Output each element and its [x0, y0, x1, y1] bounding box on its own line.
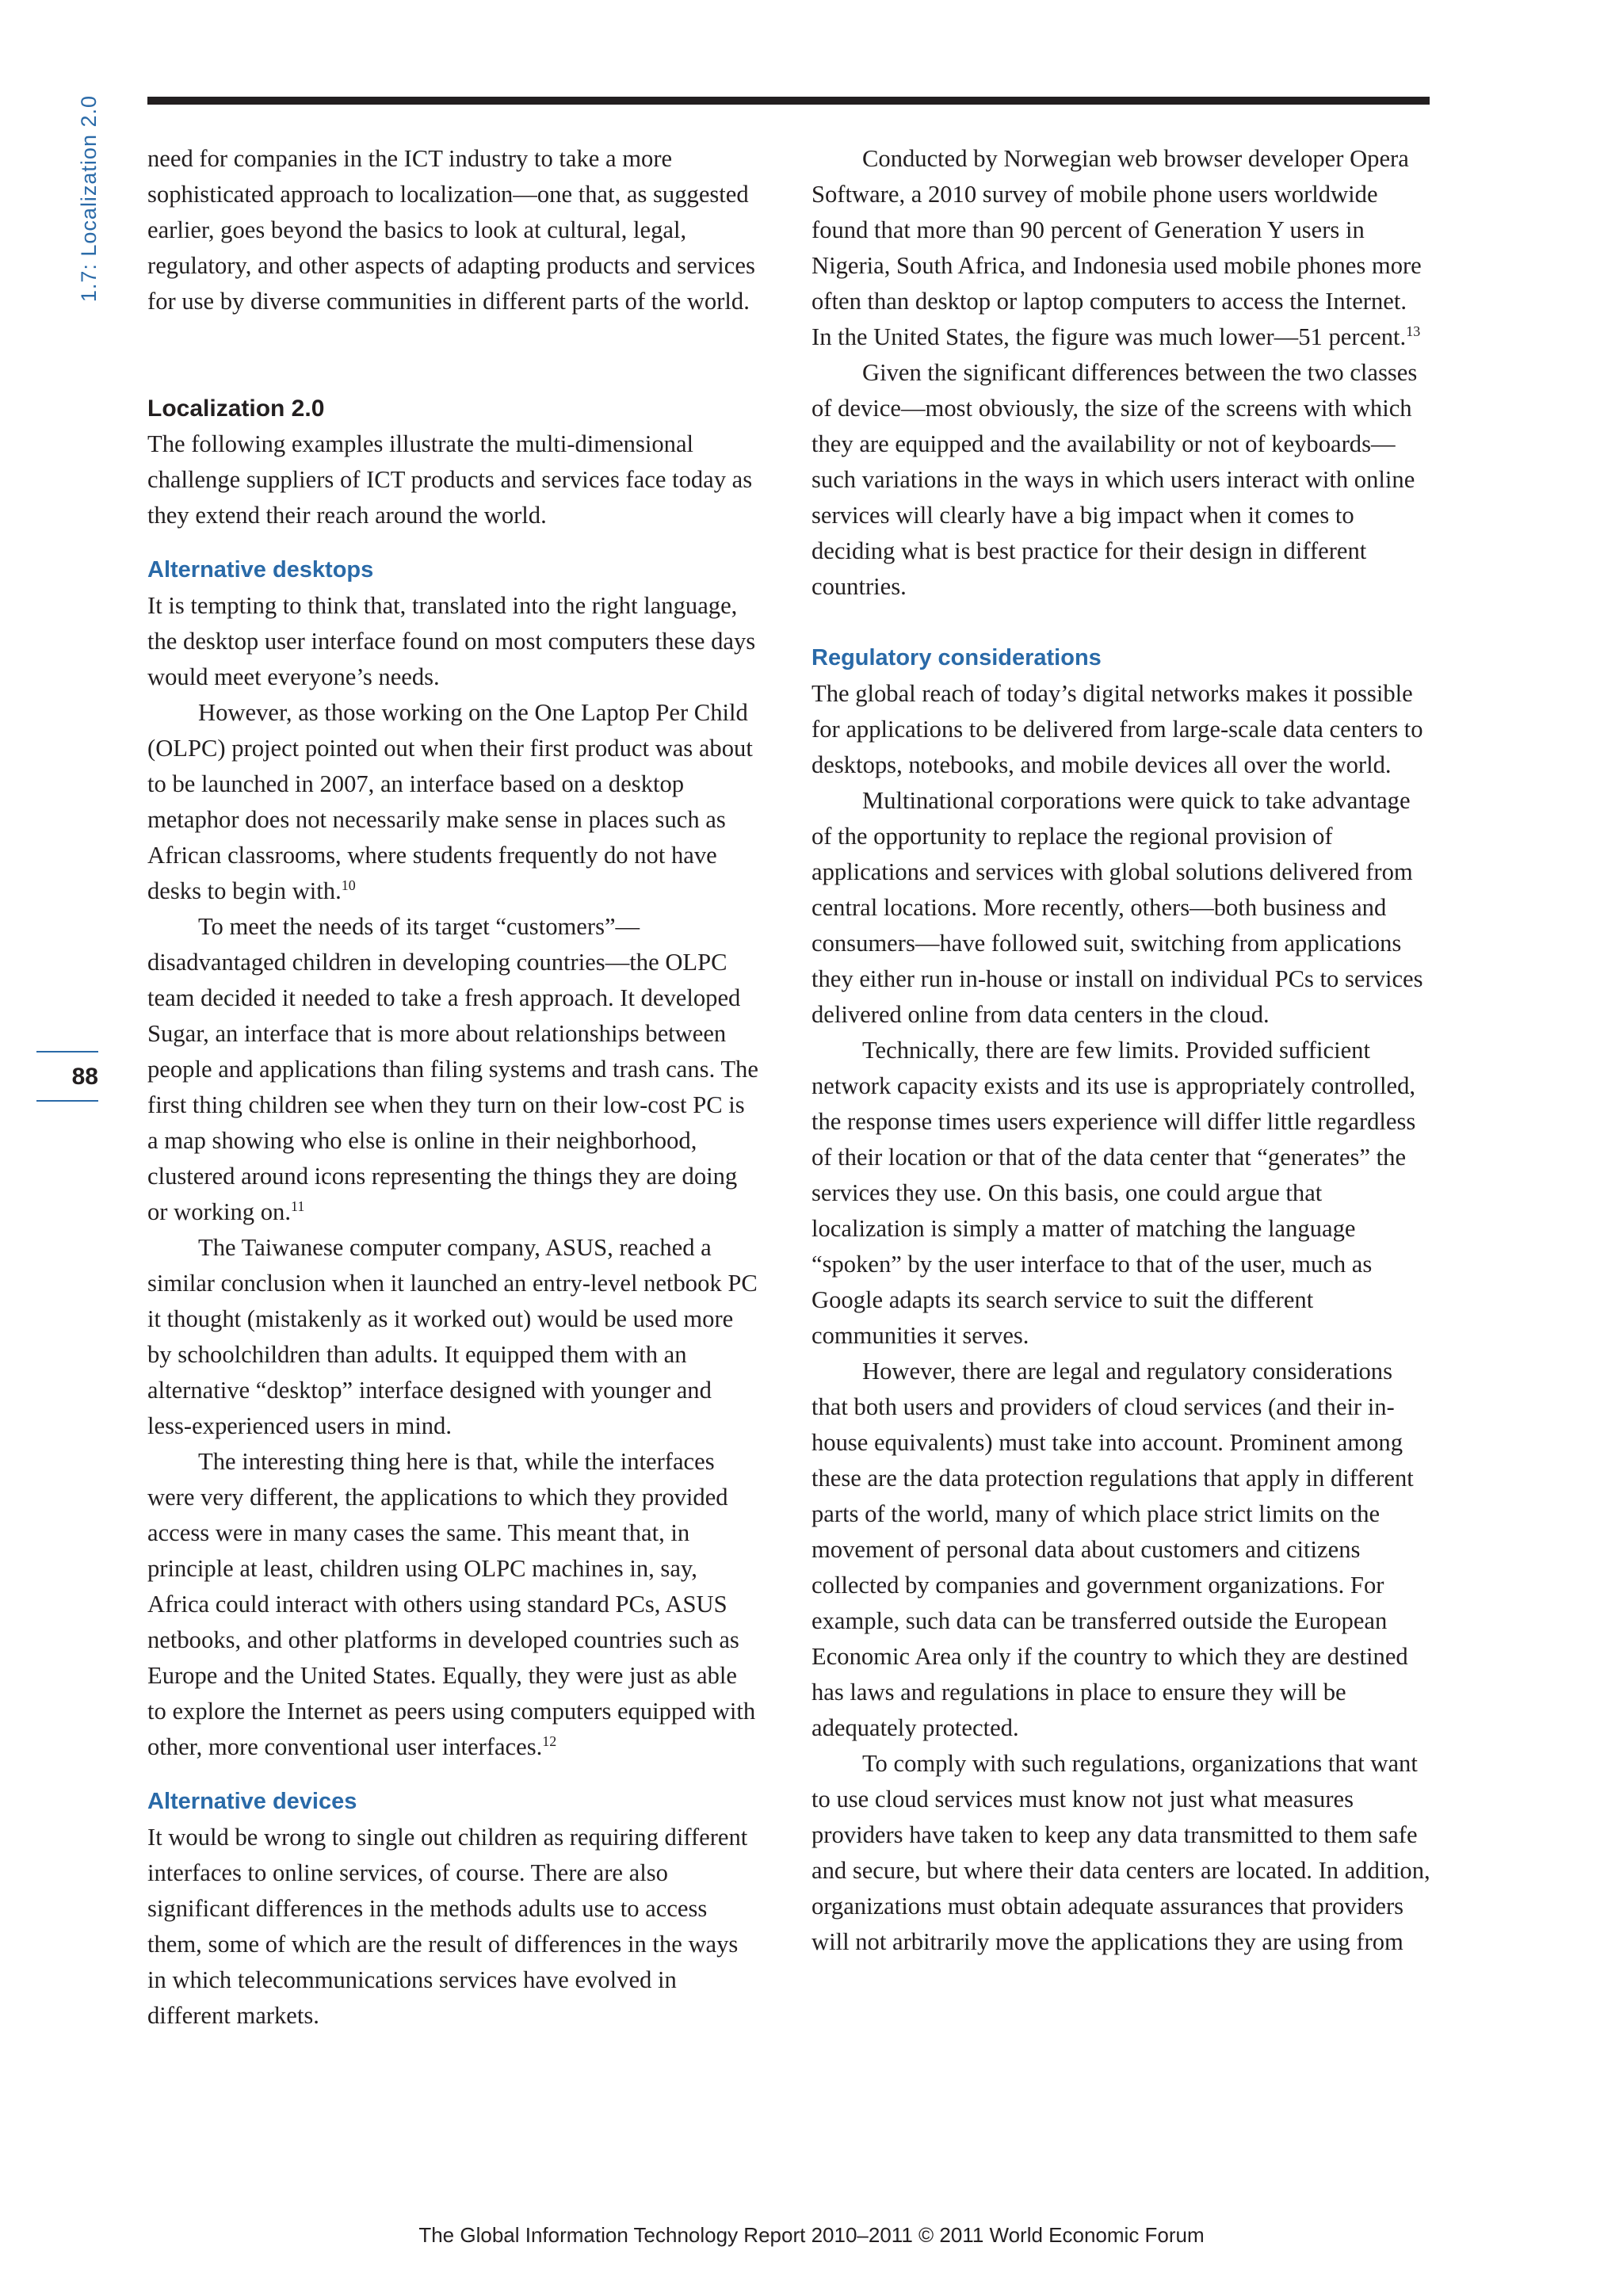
paragraph: The global reach of today’s digital networks makes it possible for applications to be delivered from large-scale data centers to desktops, notebooks, and mobile devices all over the world. [812, 680, 1423, 778]
page-number-rule-bottom [36, 1100, 98, 1102]
right-column [812, 141, 1431, 1960]
section-heading: Localization 2.0 [147, 395, 325, 422]
paragraph: Multinational corporations were quick to take advantage of the opportunity to replace the regional provision of applications and services with global solutions delivered from central locations. More recently, others—both business and consumers—have followed suit, switching from applications they either run in-house or install on individual PCs to services delivered online from data centers in the cloud. [812, 787, 1423, 1028]
paragraph: It would be wrong to single out children as requiring different interfaces to online services, of course. There are also significant differences in the methods adults use to access them, some of which are the result of differences in the ways in which telecommunications services have evolved in different markets. [147, 1824, 748, 2029]
paragraph [812, 141, 1431, 355]
paragraph [147, 909, 759, 1230]
footnote-ref: 12 [542, 1733, 557, 1749]
paragraph: It is tempting to think that, translated into the right language, the desktop user interface found on most computers these days would meet everyone’s needs. [147, 592, 756, 690]
subheading-regulatory-considerations: Regulatory considerations [812, 645, 1102, 670]
paragraph-text: Conducted by Norwegian web browser developer Opera Software, a 2010 survey of mobile phone users worldwide found that more than 90 percent of Generation Y users in Nigeria, South Africa, and Indonesia used mobile phones more often than desktop or laptop computers to access the Internet. In the United States, the figure was much lower—51 percent. [812, 145, 1422, 350]
section-label: 1.7: Localization 2.0 [76, 95, 101, 303]
top-rule [147, 97, 1430, 105]
page-footer: The Global Information Technology Report 2010–2011 © 2011 World Economic Forum [418, 2223, 1205, 2247]
paragraph: need for companies in the ICT industry to take a more sophisticated approach to localization—one that, as suggested earlier, goes beyond the basics to look at cultural, legal, regulatory, and other aspects of adapting products and services for use by diverse communities in different parts of the world. [147, 145, 755, 315]
paragraph [147, 1444, 759, 1765]
left-column [147, 141, 759, 2034]
footnote-ref: 13 [1406, 323, 1421, 339]
page-number: 88 [71, 1064, 98, 1090]
page-number-block [36, 1051, 98, 1102]
paragraph-text: However, as those working on the One Laptop Per Child (OLPC) project pointed out when their first product was about to be launched in 2007, an interface based on a desktop metaphor does not necessarily make sense in places such as African classrooms, where students frequently do not have desks to begin with. [147, 699, 753, 904]
subheading-alternative-devices: Alternative devices [147, 1789, 357, 1814]
paragraph-text: The interesting thing here is that, while the interfaces were very different, the applications to which they provided access were in many cases the same. This meant that, in principle at least, children using OLPC machines in, say, Africa could interact with others using standard PCs, ASUS netbooks, and other platforms in developed countries such as Europe and the United States. Equally, they were just as able to explore the Internet as peers using computers equipped with other, more conventional user interfaces. [147, 1448, 756, 1760]
paragraph: The following examples illustrate the multi-dimensional challenge suppliers of ICT products and services face today as they extend their reach around the world. [147, 430, 753, 529]
paragraph: To comply with such regulations, organizations that want to use cloud services must know not just what measures providers have taken to keep any data transmitted to them safe and secure, but where their data centers are located. In addition, organizations must obtain adequate assurances that providers will not arbitrarily move the applications they are using from [812, 1750, 1430, 1955]
paragraph: Given the significant differences between the two classes of device—most obviously, the size of the screens with which they are equipped and the availability or not of keyboards—such variations in the ways in which users interact with online services will clearly have a big impact when it comes to deciding what is best practice for their design in different countries. [812, 359, 1418, 600]
paragraph: However, there are legal and regulatory considerations that both users and providers of cloud services (and their in-house equivalents) must take into account. Prominent among these are the data protection regulations that apply in different parts of the world, many of which place strict limits on the movement of personal data about customers and citizens collected by companies and government organizations. For example, such data can be transferred outside the European Economic Area only if the country to which they are destined has laws and regulations in place to ensure they will be adequately protected. [812, 1358, 1414, 1741]
paragraph [147, 695, 759, 909]
subheading-alternative-desktops: Alternative desktops [147, 557, 374, 583]
footnote-ref: 10 [341, 877, 356, 893]
section-tab [73, 95, 105, 309]
paragraph: Technically, there are few limits. Provided sufficient network capacity exists and its use is appropriately controlled, the response times users experience will differ little regardless of their location or that of the data center that “generates” the services they use. On this basis, one could argue that localization is simply a matter of matching the language “spoken” by the user interface to that of the user, much as Google adapts its search service to suit the different communities it serves. [812, 1037, 1416, 1349]
paragraph-text: To meet the needs of its target “customers”—disadvantaged children in developing countries—the OLPC team decided it needed to take a fresh approach. It developed Sugar, an interface that is more about relationships between people and applications than filing systems and trash cans. The first thing children see when they turn on their low-cost PC is a map showing who else is online in their neighborhood, clustered around icons representing the things they are doing or working on. [147, 913, 758, 1225]
footnote-ref: 11 [291, 1198, 305, 1214]
paragraph: The Taiwanese computer company, ASUS, reached a similar conclusion when it launched an entry-level netbook PC it thought (mistakenly as it worked out) would be used more by schoolchildren than adults. It equipped them with an alternative “desktop” interface designed with younger and less-experienced users in mind. [147, 1234, 758, 1439]
